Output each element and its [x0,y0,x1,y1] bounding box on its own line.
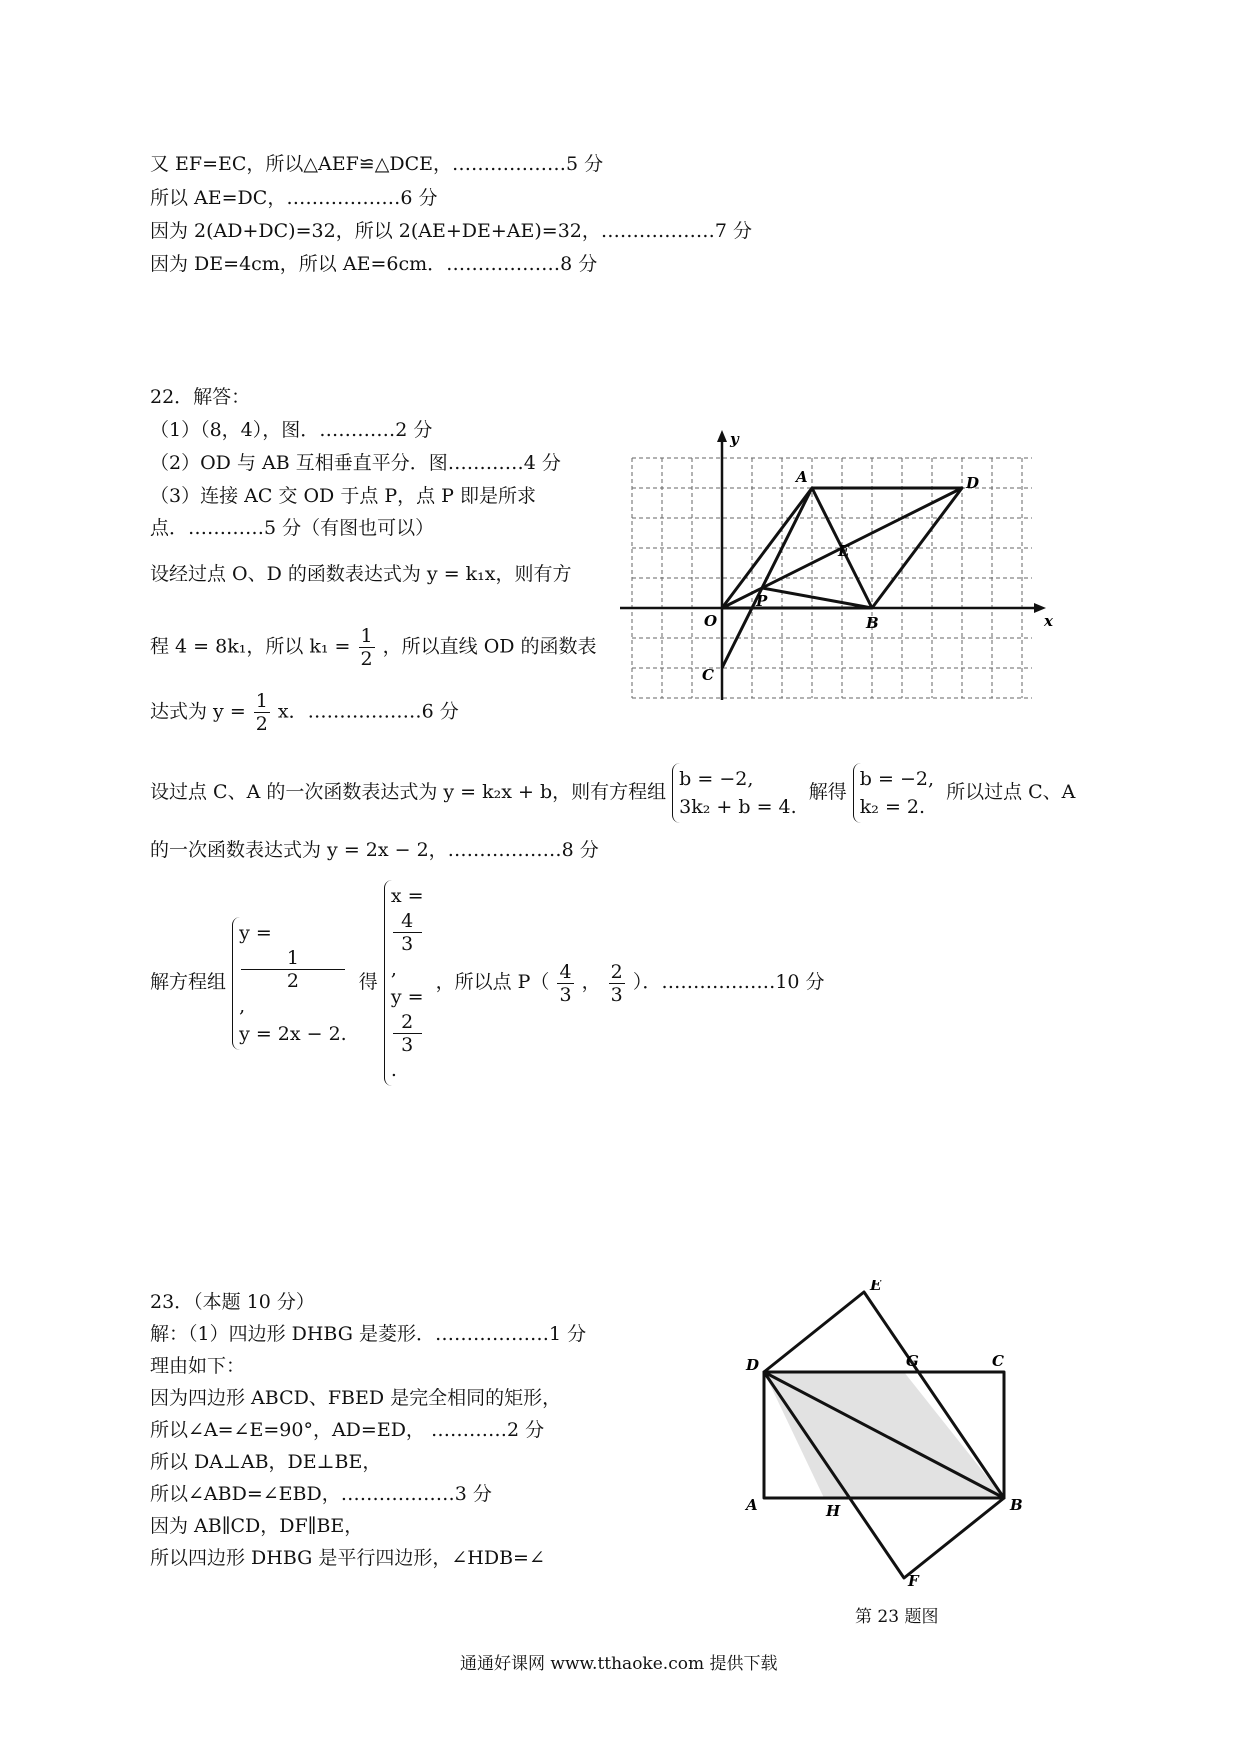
q23-line-6: 所以∠ABD=∠EBD，………………3 分 [150,1483,492,1505]
fraction-half [359,625,375,670]
fraction-denominator: 2 [255,713,268,735]
point-label-F: F [908,1572,919,1590]
point-label-G: G [906,1352,919,1370]
q22-part-3a: （3）连接 AC 交 OD 于点 P，点 P 即是所求 [150,485,537,507]
q22-solve-line-2 [150,625,597,670]
q22-solve-line-4b: 解得 [808,781,847,803]
system-row [391,983,424,1084]
q22-solve-line-6d: ， [581,971,601,993]
system-row [391,882,424,983]
fraction-numerator: 4 [393,910,422,933]
system-row-text: , [390,958,397,980]
point-label-A: A [796,468,808,486]
fraction-denominator: 3 [401,933,414,955]
q22-part-1: （1）（8，4），图．…………2 分 [150,419,433,441]
q23-line-8: 所以四边形 DHBG 是平行四边形，∠HDB=∠ [150,1547,545,1569]
q22-solve-line-6e: ）．………………10 分 [632,971,825,993]
q23-rhombus-figure [740,1280,1040,1590]
system-row: y = 2x − 2. [239,1022,347,1045]
q23-line-3: 因为四边形 ABCD、FBED 是完全相同的矩形， [150,1387,562,1409]
fraction-four-thirds [557,961,573,1006]
equation-system-4 [384,880,430,1086]
fraction-numerator: 2 [610,960,623,983]
q21-line-2: 所以 AE=DC，………………6 分 [150,187,438,209]
q22-solve-line-1: 设经过点 O、D 的函数表达式为 y = k₁x，则有方 [150,563,572,585]
q22-solve-line-4 [150,763,1075,823]
system-row-text: y = [390,986,424,1008]
q22-part-3b: 点．…………5 分（有图也可以） [150,517,435,539]
point-label-B: B [866,614,879,632]
q22-solve-line-6c: ，所以点 P（ [435,971,550,993]
equation-system-3 [232,917,353,1050]
system-row: b = −2, [859,768,935,790]
fraction-denominator: 2 [360,648,373,670]
q22-solve-line-3 [150,690,459,735]
segment-CA [722,488,812,668]
system-row: b = −2, [679,768,754,790]
system-row-text: . [390,1059,397,1081]
fraction-numerator: 1 [255,690,268,712]
fraction-numerator: 2 [393,1011,422,1034]
q22-solve-line-4a: 设过点 C、A 的一次函数表达式为 y = k₂x + b，则有方程组 [150,781,667,803]
point-label-P: P [756,592,768,610]
q22-solve-line-3a: 达式为 y = [150,700,246,723]
point-label-A: A [746,1496,758,1514]
q22-solve-line-2b: ，所以直线 OD 的函数表 [382,635,597,658]
axes [620,430,1046,700]
q22-solve-line-6b: 得 [358,971,378,993]
point-label-E: E [870,1280,882,1294]
q23-line-5: 所以 DA⊥AB，DE⊥BE， [150,1451,382,1473]
fraction-denominator: 3 [610,983,623,1006]
fraction-two-thirds [393,1011,422,1056]
q22-solve-line-3b: x．………………6 分 [277,700,459,723]
point-label-C: C [992,1352,1004,1370]
q23-line-4: 所以∠A=∠E=90°，AD=ED， …………2 分 [150,1419,545,1441]
grid [632,458,1032,698]
q22-part-2: （2）OD 与 AB 互相垂直平分．图…………4 分 [150,452,561,474]
q23-line-7: 因为 AB∥CD，DF∥BE， [150,1515,364,1537]
q23-line-1: 解：（1）四边形 DHBG 是菱形．………………1 分 [150,1323,587,1345]
system-row: k₂ = 2. [859,796,926,818]
segment-PB [762,588,872,608]
q22-solve-line-5: 的一次函数表达式为 y = 2x − 2，………………8 分 [150,839,599,861]
fraction-half [241,947,345,992]
fraction-denominator: 3 [401,1034,414,1056]
y-axis-arrow [717,430,727,442]
system-row-text: y = [239,921,272,944]
q22-heading: 22．解答： [150,386,251,408]
equation-system-1 [672,763,803,823]
point-label-C: C [702,666,714,684]
fraction-four-thirds [393,910,422,955]
point-label-H: H [826,1502,841,1520]
axis-label-x: x [1044,612,1053,630]
system-row [239,919,347,1020]
q23-figure-caption: 第 23 题图 [855,1607,939,1627]
fraction-denominator: 2 [286,969,299,992]
q21-line-3: 因为 2(AD+DC)=32，所以 2(AE+DE+AE)=32，………………7 分 [150,220,752,242]
q21-line-1: 又 EF=EC，所以△AEF≌△DCE，………………5 分 [150,153,604,175]
fraction-denominator: 3 [559,983,572,1006]
system-row-text: , [239,994,246,1017]
point-label-E: E [838,542,850,560]
point-label-B: B [1010,1496,1023,1514]
footer-text: 通通好课网 www.tthaoke.com 提供下载 [460,1654,778,1674]
fraction-numerator: 4 [559,960,572,983]
fraction-half [254,690,270,735]
point-label-O: O [704,612,718,630]
system-row-text: x = [390,885,424,907]
q21-line-4: 因为 DE=4cm，所以 AE=6cm．………………8 分 [150,253,598,275]
fraction-numerator: 1 [360,625,373,647]
q22-solve-line-6 [150,880,825,1086]
q23-line-2: 理由如下： [150,1355,246,1377]
axis-label-y: y [730,430,739,448]
point-label-D: D [966,474,980,492]
q23-heading: 23．（本题 10 分） [150,1291,315,1313]
q22-solve-line-2a: 程 4 = 8k₁，所以 k₁ = [150,635,351,658]
system-row: 3k₂ + b = 4. [679,796,797,818]
point-label-D: D [746,1356,760,1374]
q22-solve-line-4c: 所以过点 C、A [946,781,1076,803]
fraction-two-thirds [609,961,625,1006]
fraction-numerator: 1 [241,947,345,970]
equation-system-2 [853,763,940,823]
q22-coordinate-figure [620,430,1060,700]
q22-solve-line-6a: 解方程组 [150,971,227,993]
